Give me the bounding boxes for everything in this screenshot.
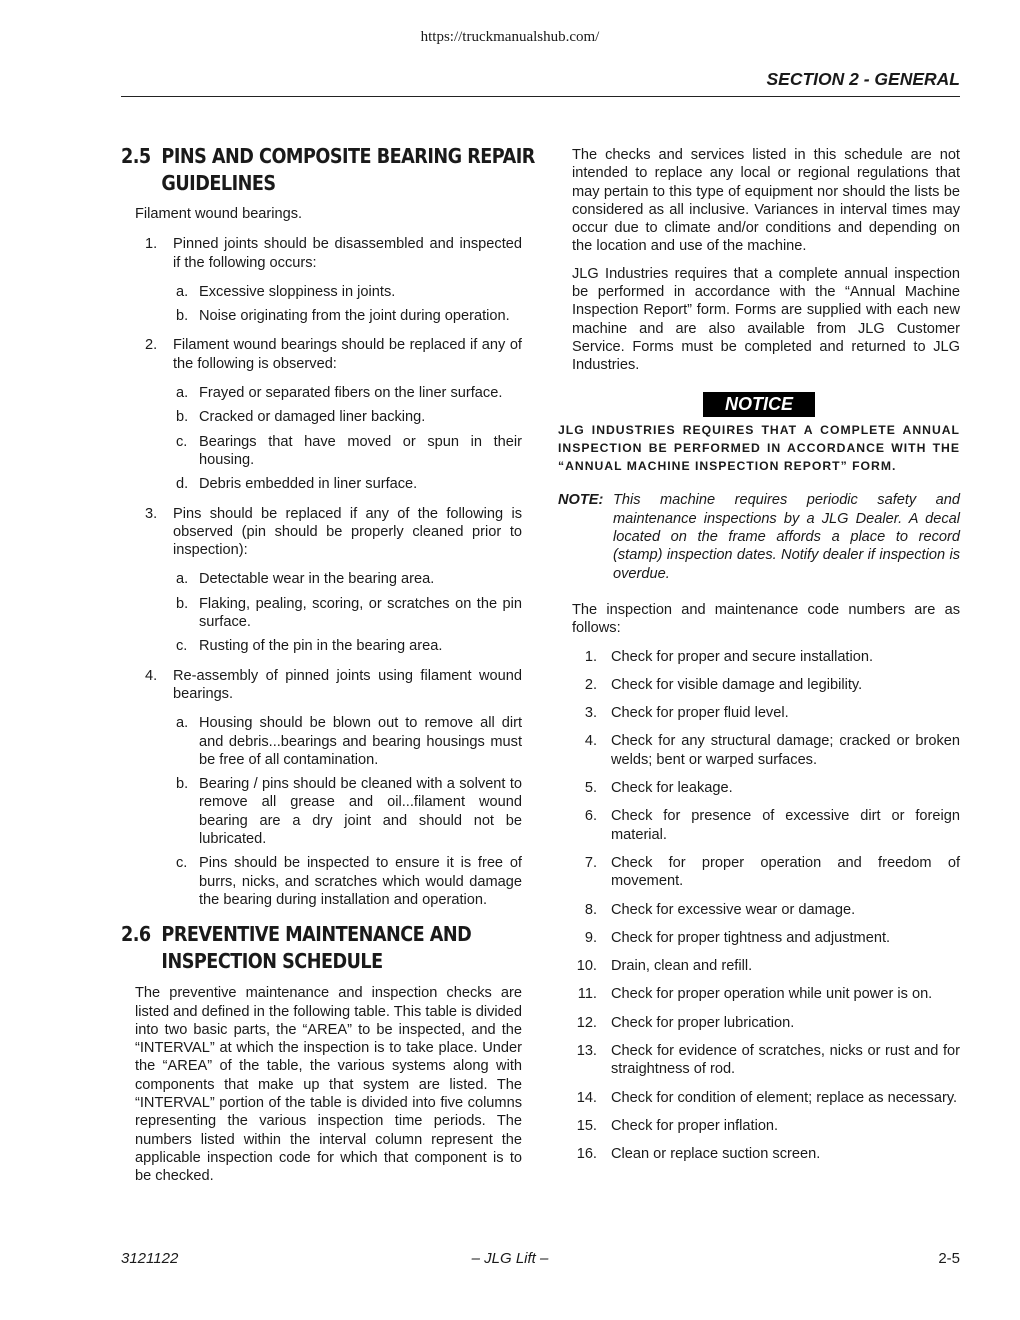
code-item: [558, 929, 960, 947]
list-item: [121, 667, 522, 704]
notice-banner: [558, 392, 960, 417]
section-2-6-heading: [121, 921, 472, 975]
item-number: 1.: [145, 236, 158, 253]
code-number: 8.: [584, 901, 597, 918]
sub-item-text: Flaking, pealing, scoring, or scratches on the pin surface.: [199, 595, 522, 631]
code-text: Check for proper fluid level.: [611, 705, 789, 722]
sub-item-text: Bearings that have moved or spun in their housing.: [199, 433, 522, 468]
sub-item-text: Detectable wear in the bearing area.: [199, 571, 435, 588]
item-text: Filament wound bearings should be replaced if any of the following is observed:: [173, 337, 522, 372]
schedule-disclaimer: The checks and services listed in this schedule are not intended to replace any local or regional regulations that may pertain to this type of equipment nor should the lists be considered as all inclusive. Variances in interval times may occur due to climate and/or conditions and depending on the location and use of the machine.: [572, 147, 960, 255]
code-number: 6.: [584, 808, 597, 825]
inspection-codes-list: [558, 648, 960, 1164]
sub-item: [121, 384, 522, 402]
code-item: [558, 807, 960, 844]
sub-item-text: Pins should be inspected to ensure it is free of burrs, nicks, and scratches which would damage the bearing during installation and operation.: [199, 855, 522, 908]
code-number: 11.: [577, 986, 597, 1003]
code-text: Check for evidence of scratches, nicks or rust and for straightness of rod.: [611, 1042, 960, 1078]
sub-item-letter: a.: [176, 715, 189, 732]
header-rule: [121, 96, 960, 97]
code-text: Check for proper operation while unit power is on.: [611, 986, 933, 1003]
sub-item-letter: c.: [176, 638, 188, 655]
code-number: 3.: [584, 705, 597, 722]
code-text: Check for excessive wear or damage.: [611, 901, 856, 918]
footer-doc-number: 3121122: [121, 1250, 179, 1267]
section-2-5-heading: [121, 143, 535, 197]
code-number: 1.: [584, 648, 597, 665]
code-item: [558, 1042, 960, 1079]
sub-item-letter: b.: [176, 409, 189, 426]
sub-item-letter: c.: [176, 855, 188, 872]
code-number: 10.: [576, 958, 597, 975]
repair-list: [121, 235, 522, 909]
item-number: 2.: [145, 337, 158, 354]
item-text: Re-assembly of pinned joints using filament wound bearings.: [173, 667, 522, 702]
sub-item-letter: d.: [176, 476, 189, 493]
sub-item-text: Frayed or separated fibers on the liner surface.: [199, 385, 503, 402]
item-number: 3.: [145, 505, 158, 522]
sub-item: [121, 854, 522, 909]
code-text: Check for condition of element; replace as necessary.: [611, 1089, 958, 1106]
item-number: 4.: [145, 667, 158, 684]
sub-item: [121, 775, 522, 848]
sub-item-letter: b.: [176, 776, 189, 793]
code-item: [558, 648, 960, 666]
right-column: [558, 146, 960, 1163]
code-number: 9.: [584, 929, 597, 946]
code-item: [558, 901, 960, 919]
code-item: [558, 704, 960, 722]
sub-item-letter: b.: [176, 595, 189, 612]
code-item: [558, 985, 960, 1003]
code-text: Check for proper inflation.: [611, 1117, 779, 1134]
list-item: [121, 505, 522, 560]
notice-text: JLG INDUSTRIES REQUIRES THAT A COMPLETE ANNUAL INSPECTION BE PERFORMED IN ACCORDANCE WITH THE “ANNUAL MACHINE INSPECTION REPORT” FORM.: [558, 422, 960, 474]
section-number: 2.6: [121, 922, 151, 947]
code-text: Check for visible damage and legibility.: [611, 676, 863, 693]
heading-line-1: PREVENTIVE MAINTENANCE AND: [161, 922, 472, 947]
item-text: Pins should be replaced if any of the following is observed (pin should be properly cleaned prior to inspection):: [173, 505, 522, 559]
sub-item: [121, 283, 522, 301]
note-block: [558, 491, 960, 582]
sub-item: [121, 475, 522, 493]
section-number: 2.5: [121, 144, 151, 168]
code-item: [558, 1014, 960, 1032]
list-item: [121, 235, 522, 272]
code-item: [558, 1145, 960, 1163]
footer-page-number: 2-5: [938, 1250, 960, 1267]
source-url: https://truckmanualshub.com/: [420, 29, 600, 45]
sub-item: [121, 307, 522, 325]
sub-item-letter: c.: [176, 433, 188, 450]
note-label: NOTE:: [558, 492, 604, 509]
heading-line-1: PINS AND COMPOSITE BEARING REPAIR: [161, 144, 535, 168]
sub-item: [121, 570, 522, 588]
code-text: Check for proper and secure installation.: [611, 648, 874, 665]
annual-inspection-text: JLG Industries requires that a complete annual inspection be performed in accordance with the “Annual Machine Inspection Report” form. Forms are supplied with each new machine and are also available from JLG Customer Service. Forms must be completed and returned to JLG Industries.: [572, 265, 960, 374]
code-item: [558, 676, 960, 694]
code-number: 7.: [584, 854, 597, 871]
sub-item: [121, 595, 522, 632]
sub-item: [121, 637, 522, 655]
code-text: Drain, clean and refill.: [611, 958, 753, 975]
sub-item-letter: a.: [176, 283, 189, 300]
heading-line-2: INSPECTION SCHEDULE: [161, 949, 383, 974]
sub-item-letter: a.: [176, 571, 189, 588]
sub-item-text: Noise originating from the joint during operation.: [199, 308, 510, 325]
code-number: 15.: [576, 1117, 597, 1134]
code-item: [558, 732, 960, 769]
code-item: [558, 854, 960, 891]
code-number: 14.: [576, 1089, 597, 1106]
code-number: 12.: [576, 1014, 597, 1031]
code-text: Clean or replace suction screen.: [611, 1146, 821, 1163]
sub-item-letter: a.: [176, 385, 189, 402]
sub-item-text: Excessive sloppiness in joints.: [199, 283, 396, 300]
item-text: Pinned joints should be disassembled and inspected if the following occurs:: [173, 236, 522, 271]
list-item: [121, 336, 522, 373]
code-number: 5.: [584, 780, 597, 797]
code-item: [558, 779, 960, 797]
sub-item-letter: b.: [176, 308, 189, 325]
sub-item: [121, 408, 522, 426]
code-text: Check for proper lubrication.: [611, 1014, 795, 1031]
sub-item-text: Housing should be blown out to remove all dirt and debris...bearings and bearing housings must be free of all contamination.: [199, 715, 522, 768]
section-title: SECTION 2 - GENERAL: [766, 69, 960, 89]
note-text: This machine requires periodic safety and maintenance inspections by a JLG Dealer. A decal located on the frame affords a place to record (stamp) inspection dates. Notify dealer if inspection is overdue.: [613, 492, 960, 582]
sub-item-text: Rusting of the pin in the bearing area.: [199, 638, 443, 655]
notice-label: NOTICE: [703, 392, 815, 417]
code-text: Check for any structural damage; cracked or broken welds; bent or warped surfaces.: [611, 733, 960, 768]
sub-item: [121, 714, 522, 769]
code-text: Check for proper operation and freedom of movement.: [611, 854, 960, 890]
sub-item-text: Cracked or damaged liner backing.: [199, 409, 426, 426]
sub-item-text: Bearing / pins should be cleaned with a solvent to remove all grease and oil...filament wound bearing are a dry joint and should not be lubricated.: [199, 776, 522, 848]
footer-center: – JLG Lift –: [471, 1250, 549, 1267]
heading-line-2: GUIDELINES: [161, 171, 276, 195]
schedule-description: The preventive maintenance and inspection checks are listed and defined in the following table. This table is divided into two basic parts, the “AREA” to be inspected, and the “INTERVAL” at which the inspection is to take place. Under the “AREA” of the table, the various systems along with components that make up that system are listed. The “INTERVAL” portion of the table is divided into five columns representing the various inspection time periods. The numbers listed within the interval column represent the applicable inspection code for which that component is to be checked.: [135, 985, 522, 1185]
sub-item-text: Debris embedded in liner surface.: [199, 476, 418, 493]
code-text: Check for leakage.: [611, 780, 733, 797]
code-number: 4.: [584, 733, 597, 750]
code-number: 13.: [576, 1042, 597, 1059]
code-number: 2.: [584, 676, 597, 693]
code-text: Check for presence of excessive dirt or foreign material.: [611, 808, 960, 843]
code-item: [558, 1117, 960, 1135]
sub-item: [121, 433, 522, 470]
intro-text: Filament wound bearings.: [135, 206, 303, 222]
code-text: Check for proper tightness and adjustment.: [611, 929, 891, 946]
codes-intro: The inspection and maintenance code numbers are as follows:: [572, 601, 960, 637]
left-column: [121, 143, 535, 1185]
code-item: [558, 1089, 960, 1107]
code-number: 16.: [576, 1146, 597, 1163]
code-item: [558, 957, 960, 975]
